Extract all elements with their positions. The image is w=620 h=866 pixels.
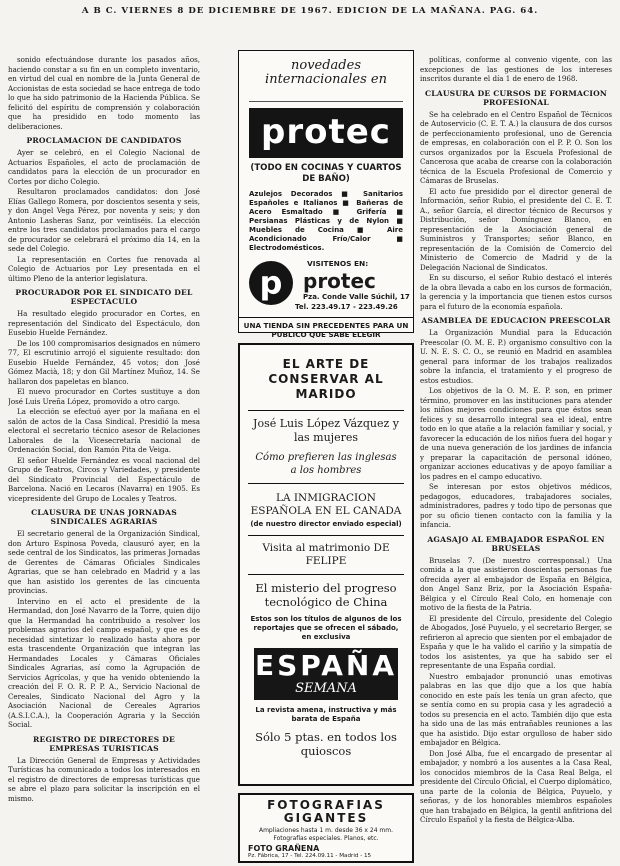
protec-phones: Tel. 223.49.17 - 223.49.26 [295, 303, 398, 311]
headline-procurador: PROCURADOR POR EL SINDICATO DEL ESPECTACULO [15, 288, 193, 306]
article-text: El acto fue presidido por el director general de Información, señor Rubio, el presidente del C. E. T. A., señor García, el director técnico de Recursos y Distribución, señor Domínguez Blanco, en representación de la Asociación general de Suministros y Transportes; señor Blanco, en representación de la Comisión de Comercio del Ministerio de Comercio de Madrid y de la Delegación Nacional de Sindicatos. [420, 186, 612, 272]
article-text: Resultaron proclamados candidatos: don José Elías Gallego Romera, por doscientos sesenta y seis, y don Angel Vega Pérez, por noventa y seis; y don Antonio Lasheras Sanz, por veintiséis. La elección entre los tres candidatos proclamados para el cargo de procurador se celebrará el próximo día 14, en la sede del Colegio. [8, 187, 200, 253]
article-text: Bruselas 7. (De nuestro corresponsal.) Una comida a la que asistieron doscientas personas fue ofrecida ayer al embajador de España en Bélgica, don Angel Sanz Briz, por la Asociación España-Bélgica y el Círculo Real Colo, en homenaje con motivo de la fiesta de la Patria. [420, 555, 612, 612]
article-text: Intervino en el acto el presidente de la Hermandad, don José Navarro de la Torre, quien dijo que la Hermandad ha contribuido a resolver los problemas agrarios del campo español, y que es de necesidad sintetizar lo realizado hasta ahora por esta trascendente Organización que integran las Hermandades Locales y Cámaras Oficiales Sindicales Agrarias, así como la Agrupación de Servicios Agrícolas, y que ha venido obteniendo la creación del F. O. R. P. P. A., Servicio Nacional de Cereales, Sindicato Nacional del Agro y la Asociación Nacional de Cereales Agrarios (A.S.I.C.A.), la Cooperación Agraria y la Sección Social. [8, 596, 200, 729]
protec-logo: protec [249, 108, 403, 158]
protec-logo-small: protec [303, 269, 376, 293]
headline-proclamacion: PROCLAMACION DE CANDIDATOS [26, 136, 182, 145]
protec-product-list: Azulejos Decorados ■ Sanitarios Españoles e Italianos ■ Bañeras de Acero Esmaltado ■ Grifería ■ Persianas Plásticas y de Nylon ■ Muebles de Cocina ■ Aire Acondicionado Frío/Calor ■ Electrodomésticos. [249, 190, 403, 252]
article-text: El señor Huelde Fernández es vocal nacional del Grupo de Teatros, Circos y Variedades, y presidente del Sindicato Provincial del Espectáculo de Barcelona. Nació en Lecaros (Navarra) en 1905. Es vicepresidente del Grupo de Locales y Teatros. [8, 455, 200, 503]
page-header: A B C. VIERNES 8 DE DICIEMBRE DE 1967. EDICION DE LA MAÑANA. PAG. 64. [81, 6, 539, 16]
headline-cursos: CLAUSURA DE CURSOS DE FORMACION PROFESIONAL [424, 88, 608, 107]
article-text: El presidente del Círculo, presidente del Colegio de Abogados, José Puyuelo, y el secretario Berger, se refirieron al aprecio que sienten por el embajador de España y que le ha valido el cariño y la simpatía de todos los asistentes, ya que ha sabido ser el representante de una España cordial. [420, 613, 612, 670]
book-italic-title: Cómo prefieren las inglesas a los hombres [255, 452, 397, 476]
espana-logo-block [254, 648, 398, 700]
price-line: Sólo 5 ptas. en todos los quioscos [255, 730, 397, 758]
headline-asamblea: ASAMBLEA DE EDUCACION PREESCOLAR [421, 316, 611, 325]
article-text: La representación en Cortes fue renovada al Colegio de Actuarios por Ley presentada en el último Pleno de la anterior legislatura. [8, 254, 200, 283]
article-text: Ha resultado elegido procurador en Cortes, en representación del Sindicato del Espectáculo, don Eusebio Huelde Fernández. [8, 309, 200, 337]
protec-script-heading: novedades internacionales en [249, 59, 403, 102]
visita-headline: Visita al matrimonio DE FELIPE [262, 542, 390, 567]
article-text: políticas, conforme al convenio vigente, con las excepciones de las gestiones de los intereses inscritos durante el día 1 de enero de 1968. [420, 55, 612, 83]
visitenos-label: VISITENOS EN: [307, 259, 369, 268]
immigration-subtitle: (de nuestro director enviado especial) [250, 520, 402, 528]
foto-title-2: GIGANTES [283, 811, 369, 825]
foto-title-1: FOTOGRAFIAS [267, 798, 385, 812]
left-column [8, 55, 200, 804]
article-text: La elección se efectuó ayer por la mañana en el salón de actos de la Casa Sindical. Presidió la mesa electoral el secretario técnico asesor de Relaciones Laborales de la Vicesecretaría nacional de Ordenación Social, don Ramón Pita de Veiga. [8, 407, 200, 454]
article-text: El secretario general de la Organización Sindical, don Arturo Espinosa Poveda, clausuró ayer, en la sede central de los Sindicatos, las primeras Jornadas de Gerentes de Cámaras Oficiales Sindicales Agrarias, que se han celebrado en Madrid y a las que han asistido los gerentes de las cincuenta provincias. [8, 529, 200, 595]
article-text: Los objetivos de la O. M. E. P. son, en primer término, promover en las instituciones para atender los niños mejores condiciones para que éstos sean felices y su desarrollo integral sea el ideal, entre todo en lo que atañe a la relación familiar y social, y favorecer la educación de los niños fuera del hogar y de una nueva generación de los jardines de infancia y preparar la capacitación de personal idóneo, organizar acciones educativas y de apoyo familiar a los padres en el campo educativo. [420, 386, 612, 481]
protec-advertisement [238, 50, 414, 339]
semana-logo-text: SEMANA [295, 681, 357, 696]
foto-brand: FOTO GRAÑENA [248, 844, 320, 853]
article-text: La Dirección General de Empresas y Actividades Turísticas ha comunicado a todos los interesados en el registro de directores de empresas turísticas que se abre el plazo para solicitar la inscripción en el mismo. [8, 755, 200, 803]
protec-subtitle: (TODO EN COCINAS Y CUARTOS DE BAÑO) [250, 163, 402, 184]
article-text: Don José Alba, fue el encargado de presentar al embajador, y nombró a los ausentes a la Casa Real, los conocidos miembros de la Casa Real Belga, el presidente del Círculo Oficial, el Cuerpo diplomático, una parte de la colonia de Bélgica, Puyuelo, y señoras, y de los honorables miembros españoles que han trabajado en Bélgica, la gentil anfitriona del Círculo Español y la fiesta de Bélgica-Alba. [420, 748, 612, 824]
espana-logo-text: ESPAÑA [254, 649, 398, 682]
foto-address: Pz. Fábrica, 17 - Tel. 224.09.11 - Madrid - 15 [248, 853, 372, 859]
protec-address: Pza. Conde Valle Súchil, 17 [303, 293, 410, 301]
headline-agasajo: AGASAJO AL EMBAJADOR ESPAÑOL EN BRUSELAS [427, 534, 605, 553]
article-text: Ayer se celebró, en el Colegio Nacional de Actuarios Españoles, el acto de proclamación de candidatos para la elección de un procurador en Cortes por dicho Colegio. [8, 148, 200, 186]
china-headline: El misterio del progreso tecnológico de China [255, 581, 397, 609]
article-text: Se ha celebrado en el Centro Español de Técnicos de Autoservicio (C. E. T. A.) la clausura de dos cursos de perfeccionamiento profesional, uno de Gerencia de empresas, en colaboración con el P. P. O. Son los cursos organizados por la Escuela Profesional de Cancerosa que acaba de crearse con la colaboración técnica de la Escuela Profesional de Comercio y Cámaras de Bruselas. [420, 109, 612, 185]
espana-semana-advertisement [238, 343, 414, 786]
right-column [420, 55, 612, 826]
protec-slogan: UNA TIENDA SIN PRECEDENTES PARA UN PUBLICO QUE SABE ELEGIR [239, 317, 413, 342]
book-author: José Luis López Vázquez y las mujeres [253, 417, 399, 444]
article-text: Se interesan por estos objetivos médicos, pedagogos, educadores, trabajadores sociales, administradores, padres y todo tipo de personas que por su oficio tienen contacto con la familia y la infancia. [420, 482, 612, 529]
immigration-title: LA INMIGRACION ESPAÑOLA EN EL CANADA [250, 492, 402, 517]
article-text: De los 100 compromisarios designados en número 77, El escrutinio arrojó el siguiente resultado: don Eusebio Huelde Fernández, 45 votos; don José Gómez Macià, 18; y don Gil Martínez Muñoz, 14. Se hallaron dos papeletas en blanco. [8, 338, 200, 386]
article-text: En su discurso, el señor Rubio destacó el interés de la obra llevada a cabo en los cursos de formación, la gerencia y la importancia que tienen estos cursos para el futuro de la economía española. [420, 273, 612, 311]
article-text: El nuevo procurador en Cortes sustituye a don José Luis Ureña López, promovido a otro cargo. [8, 387, 200, 406]
article-text: Nuestro embajador pronunció unas emotivas palabras en las que dijo que a los que había conocido en este país les tenía un gran afecto, que se sentía como en su propia casa y les agradeció a todos su presencia en el acto. También dijo que esta ha sido una de las más entrañables reuniones a las que ha asistido. Dijo estar orgulloso de haber sido embajador en Bélgica. [420, 671, 612, 747]
revista-tagline: La revista amena, instructiva y más barata de España [255, 706, 397, 723]
headline-jornadas: CLAUSURA DE UNAS JORNADAS SINDICALES AGRARIAS [31, 508, 177, 526]
headline-registro: REGISTRO DE DIRECTORES DE EMPRESAS TURISTICAS [32, 734, 175, 753]
protec-p-emblem: p [249, 261, 293, 305]
reportajes-note: Estos son los títulos de algunos de los reportajes que se ofrecen el sábado, en exclusiva [250, 615, 402, 641]
intro-text: sonido efectuándose durante los pasados años, haciendo constar a su fin en un completo inventario, en virtud del cual en nombre de la Junta General de Accionistas de esta sociedad se hace entrega de todo lo que ha sido patrimonio de la Hacienda Pública. Se felicitó del espíritu de comprensión y colaboración que ha presidido en todo momento las deliberaciones. [8, 55, 200, 131]
article-text: La Organización Mundial para la Educación Preescolar (O. M. E. P.) organismo consultivo con la U. N. E. S. C. O., se reunió en Madrid en asamblea general para informar de los trabajos realizados sobre la infancia, el tratamiento y el progreso de estos estudios. [420, 328, 612, 385]
foto-granena-advertisement [238, 793, 414, 863]
book-title: EL ARTE DE CONSERVAR AL MARIDO [268, 357, 384, 401]
foto-body: Ampliaciones hasta 1 m. desde 36 x 24 mm. Fotografías especiales. Planos, etc. [258, 827, 394, 842]
